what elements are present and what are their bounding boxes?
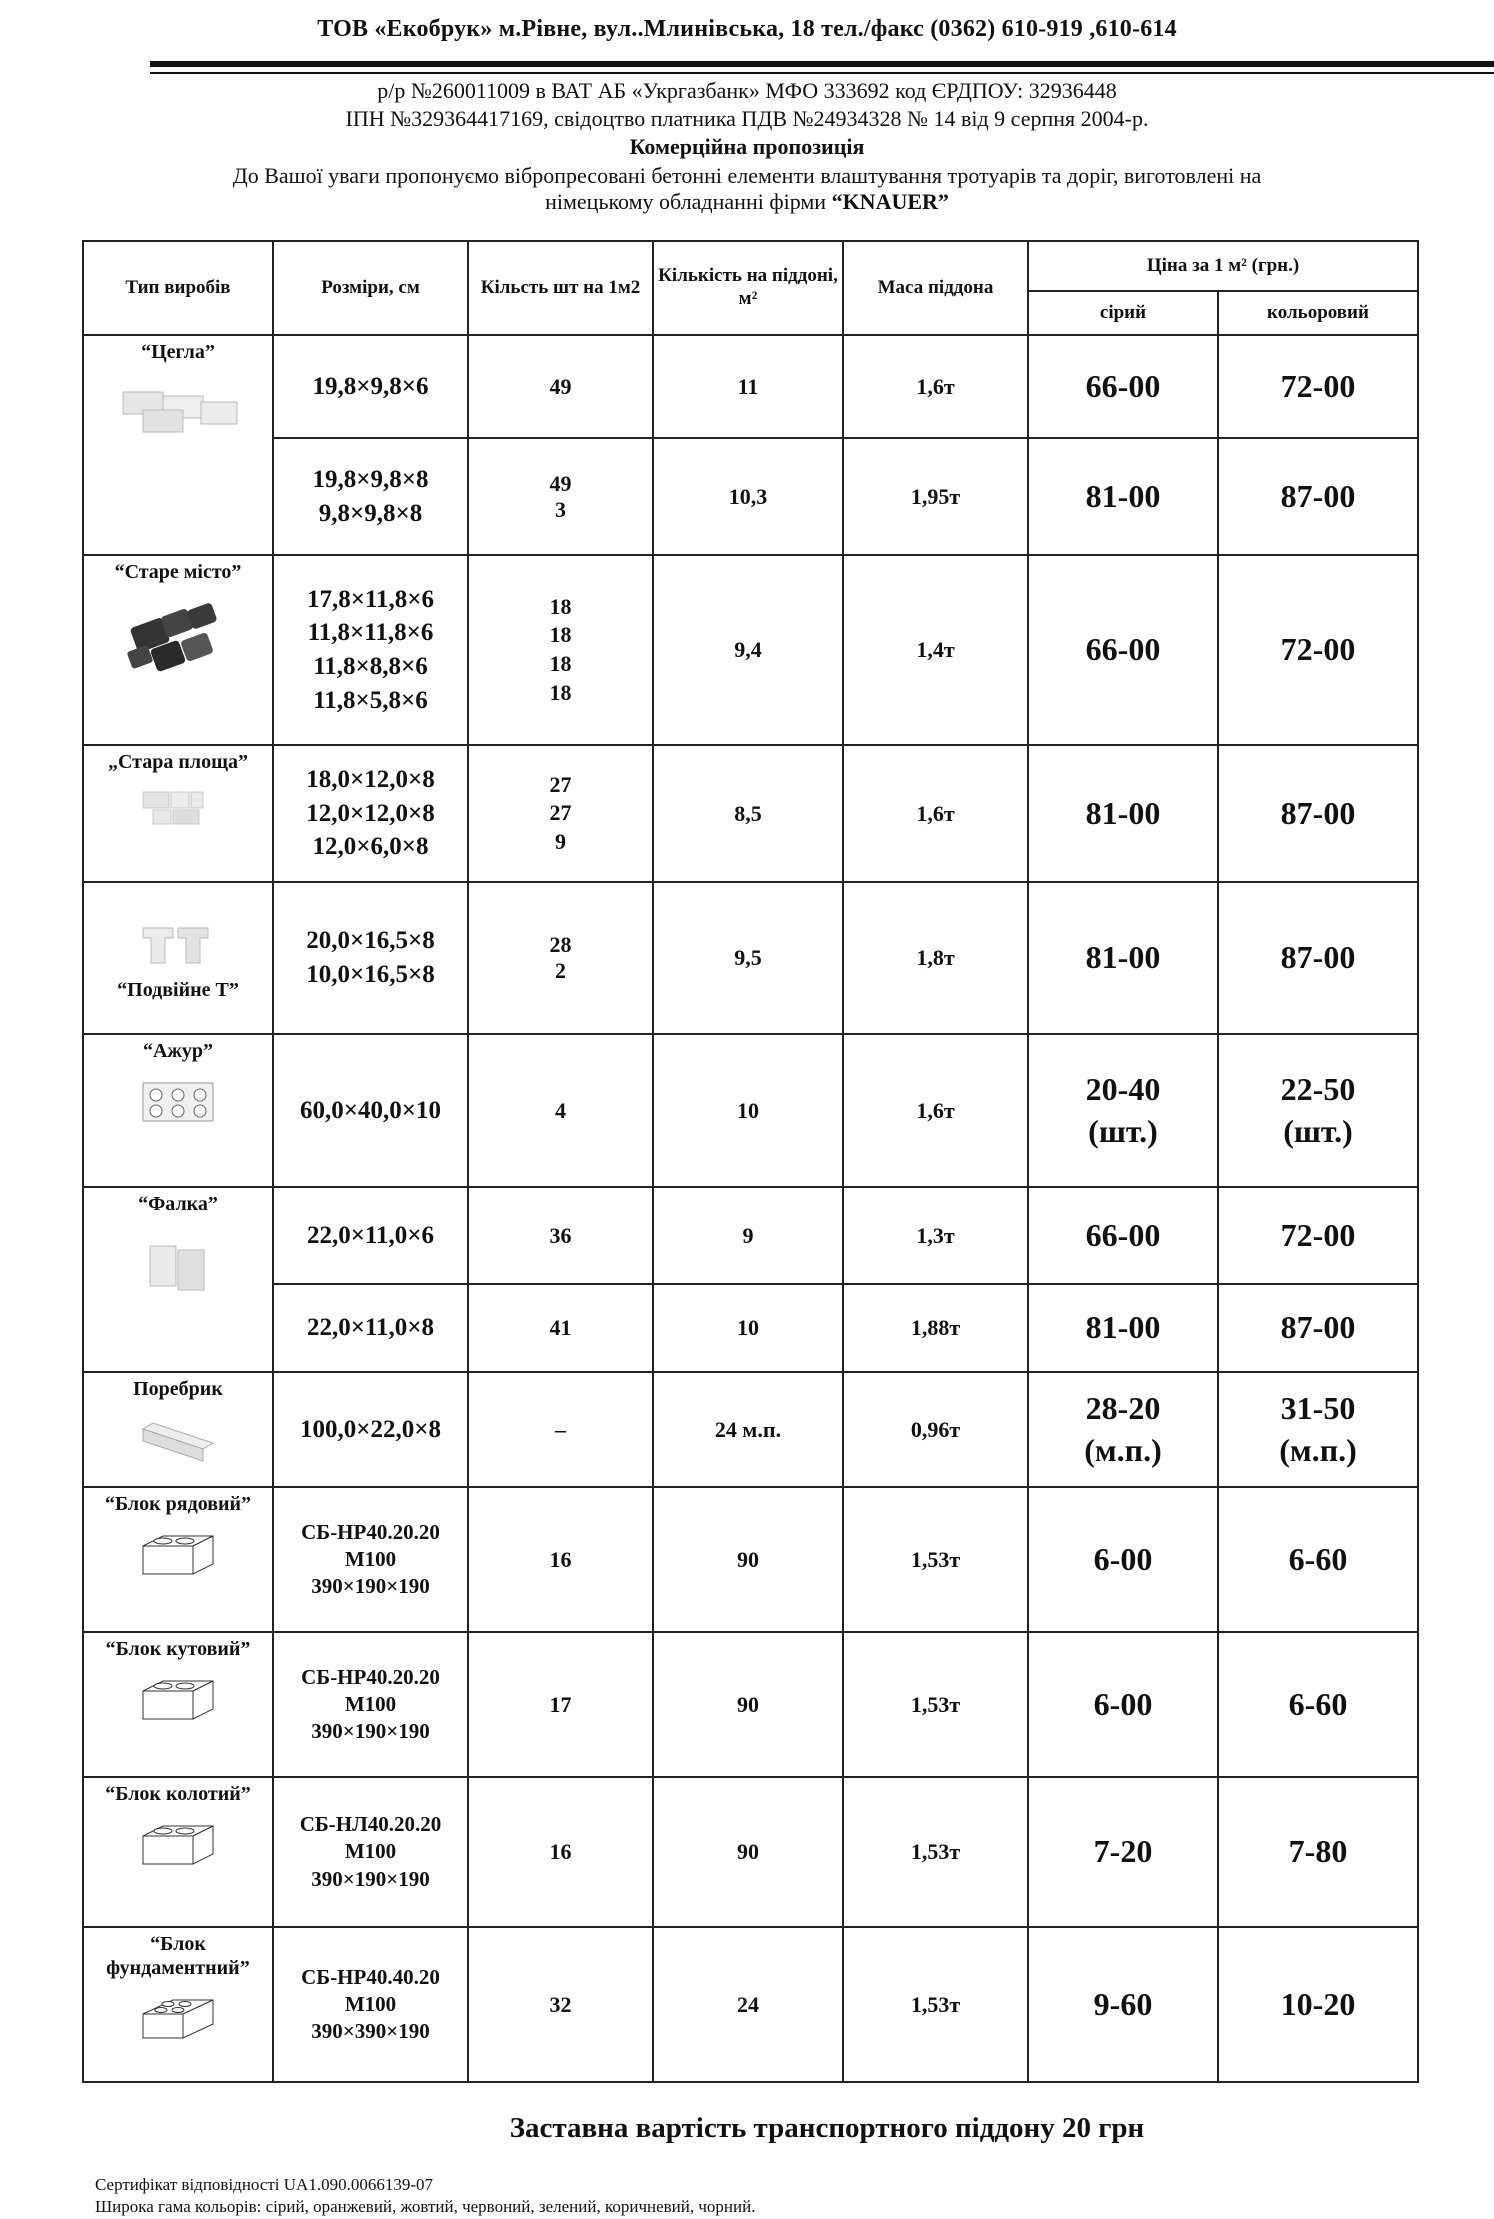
header-size: Розміри, см	[273, 241, 468, 335]
hollow-block-image	[123, 1524, 233, 1584]
price-color: 6-60	[1218, 1632, 1418, 1777]
intro-line2-prefix: німецькому обладнанні фірми	[545, 189, 832, 214]
price-grey: 66-00	[1028, 1187, 1218, 1284]
price-color: 10-20	[1218, 1927, 1418, 2082]
price-color: 72-00	[1218, 555, 1418, 745]
per-m2-cell: 49 3	[468, 438, 653, 555]
mass-cell: 1,3т	[843, 1187, 1028, 1284]
per-m2-cell: 18 18 18 18	[468, 555, 653, 745]
pallet-deposit-note: Заставна вартість транспортного піддону 20 грн	[509, 2112, 1145, 2144]
header-per-pallet: Кількість на піддоні, м²	[653, 241, 843, 335]
per-pallet-cell: 10	[653, 1034, 843, 1187]
price-color: 22-50 (шт.)	[1218, 1034, 1418, 1187]
size-cell: 22,0×11,0×6	[273, 1187, 468, 1284]
mass-cell: 1,6т	[843, 745, 1028, 882]
product-type-cell	[83, 1187, 273, 1372]
price-color: 72-00	[1218, 335, 1418, 438]
colors-note: Широка гама кольорів: сірий, оранжевий, жовтий, червоний, зелений, коричневий, чорний.	[95, 2197, 756, 2216]
per-m2-cell: 41	[468, 1284, 653, 1372]
mass-cell: 1,53т	[843, 1632, 1028, 1777]
price-color: 87-00	[1218, 745, 1418, 882]
per-pallet-cell: 90	[653, 1632, 843, 1777]
price-grey: 28-20 (м.п.)	[1028, 1372, 1218, 1487]
header-mass: Маса піддона	[843, 241, 1028, 335]
size-cell: 60,0×40,0×10	[273, 1034, 468, 1187]
product-type-cell	[83, 1372, 273, 1487]
product-type-cell	[83, 1487, 273, 1632]
size-cell: СБ-НР40.40.20 М100 390×390×190	[273, 1927, 468, 2082]
size-cell: 100,0×22,0×8	[273, 1372, 468, 1487]
product-type: “Фалка”	[138, 1193, 218, 1215]
price-table	[82, 240, 1419, 2083]
per-pallet-cell: 90	[653, 1487, 843, 1632]
price-grey: 66-00	[1028, 555, 1218, 745]
old-square-paver-image	[123, 782, 233, 832]
price-grey: 7-20	[1028, 1777, 1218, 1927]
product-type: “Подвійне Т”	[117, 979, 239, 1001]
product-type: “Блок кутовий”	[105, 1638, 251, 1660]
curb-image	[123, 1409, 233, 1469]
company-header: ТОВ «Екобрук» м.Рівне, вул..Млинівська, 18 тел./факс (0362) 610-919 ,610-614	[317, 16, 1177, 42]
lattice-paver-image	[128, 1071, 228, 1131]
intro-line1: До Вашої уваги пропонуємо вібропресовані бетонні елементи влаштування тротуарів та доріг, виготовлені на	[232, 163, 1262, 188]
product-type: “Блок фундаментний”	[106, 1933, 250, 1979]
price-color: 87-00	[1218, 882, 1418, 1034]
certificate-note: Сертифікат відповідності UA1.090.0066139-07	[95, 2175, 433, 2194]
bank-details-line1: р/р №260011009 в ВАТ АБ «Укргазбанк» МФО 333692 код ЄРДПОУ: 32936448	[377, 78, 1117, 103]
size-cell: 20,0×16,5×8 10,0×16,5×8	[273, 882, 468, 1034]
header-per-m2: Кільсть шт на 1м2	[468, 241, 653, 335]
per-pallet-cell: 9,5	[653, 882, 843, 1034]
price-grey: 20-40 (шт.)	[1028, 1034, 1218, 1187]
per-pallet-cell: 90	[653, 1777, 843, 1927]
product-type-cell	[83, 882, 273, 1034]
price-grey: 81-00	[1028, 882, 1218, 1034]
hollow-block-image	[123, 1669, 233, 1729]
per-pallet-cell: 8,5	[653, 745, 843, 882]
per-m2-cell: 32	[468, 1927, 653, 2082]
size-cell: 19,8×9,8×8 9,8×9,8×8	[273, 438, 468, 555]
header-type: Тип виробів	[83, 241, 273, 335]
product-type-cell	[83, 745, 273, 882]
per-m2-cell: 27 27 9	[468, 745, 653, 882]
product-type-cell	[83, 335, 273, 555]
mass-cell: 0,96т	[843, 1372, 1028, 1487]
size-cell: 22,0×11,0×8	[273, 1284, 468, 1372]
per-pallet-cell: 24 м.п.	[653, 1372, 843, 1487]
product-type: “Ажур”	[142, 1040, 214, 1062]
price-grey: 6-00	[1028, 1632, 1218, 1777]
per-m2-cell: 17	[468, 1632, 653, 1777]
product-type-cell	[83, 1632, 273, 1777]
price-grey: 66-00	[1028, 335, 1218, 438]
product-type: “Блок колотий”	[105, 1783, 251, 1805]
header-rule-thick	[150, 61, 1494, 67]
intro-line2	[0, 189, 1494, 215]
size-cell: 17,8×11,8×6 11,8×11,8×6 11,8×8,8×6 11,8×5,8×6	[273, 555, 468, 745]
product-type-cell	[83, 1034, 273, 1187]
mass-cell: 1,53т	[843, 1927, 1028, 2082]
hollow-block-image	[123, 1988, 233, 2048]
header-price: Ціна за 1 м² (грн.)	[1028, 241, 1418, 291]
price-grey: 9-60	[1028, 1927, 1218, 2082]
product-type: “Старе місто”	[114, 561, 242, 583]
size-cell: СБ-НР40.20.20 М100 390×190×190	[273, 1632, 468, 1777]
price-color: 6-60	[1218, 1487, 1418, 1632]
product-type-cell	[83, 1777, 273, 1927]
price-color: 87-00	[1218, 1284, 1418, 1372]
per-pallet-cell: 24	[653, 1927, 843, 2082]
product-type: Поребрик	[133, 1378, 223, 1400]
mass-cell: 1,95т	[843, 438, 1028, 555]
mass-cell: 1,6т	[843, 1034, 1028, 1187]
per-m2-cell: 36	[468, 1187, 653, 1284]
mass-cell: 1,4т	[843, 555, 1028, 745]
falka-paver-image	[128, 1236, 228, 1296]
size-cell: 18,0×12,0×8 12,0×12,0×8 12,0×6,0×8	[273, 745, 468, 882]
bank-details-line2: ІПН №329364417169, свідоцтво платника ПДВ №24934328 № 14 від 9 серпня 2004-р.	[345, 106, 1149, 131]
price-color: 31-50 (м.п.)	[1218, 1372, 1418, 1487]
price-grey: 6-00	[1028, 1487, 1218, 1632]
product-type: „Стара площа”	[108, 751, 248, 773]
header-color: кольоровий	[1218, 291, 1418, 335]
mass-cell: 1,88т	[843, 1284, 1028, 1372]
per-pallet-cell: 10	[653, 1284, 843, 1372]
mass-cell: 1,8т	[843, 882, 1028, 1034]
mass-cell: 1,53т	[843, 1487, 1028, 1632]
product-type-cell	[83, 1927, 273, 2082]
per-m2-cell: 49	[468, 335, 653, 438]
brand-name: “KNAUER”	[831, 189, 949, 214]
per-m2-cell: –	[468, 1372, 653, 1487]
per-m2-cell: 16	[468, 1487, 653, 1632]
size-cell: 19,8×9,8×6	[273, 335, 468, 438]
product-type-cell	[83, 555, 273, 745]
size-cell: СБ-НР40.20.20 М100 390×190×190	[273, 1487, 468, 1632]
hollow-block-image	[123, 1814, 233, 1874]
size-cell: СБ-НЛ40.20.20 М100 390×190×190	[273, 1777, 468, 1927]
header-grey: сірий	[1028, 291, 1218, 335]
price-color: 72-00	[1218, 1187, 1418, 1284]
price-grey: 81-00	[1028, 745, 1218, 882]
price-grey: 81-00	[1028, 1284, 1218, 1372]
per-pallet-cell: 9	[653, 1187, 843, 1284]
per-pallet-cell: 9,4	[653, 555, 843, 745]
per-m2-cell: 16	[468, 1777, 653, 1927]
per-m2-cell: 4	[468, 1034, 653, 1187]
per-m2-cell: 28 2	[468, 882, 653, 1034]
mass-cell: 1,6т	[843, 335, 1028, 438]
offer-title: Комерційна пропозиція	[629, 134, 865, 159]
per-pallet-cell: 10,3	[653, 438, 843, 555]
header-rule-thin	[150, 72, 1494, 74]
mass-cell: 1,53т	[843, 1777, 1028, 1927]
double-t-paver-image	[123, 918, 233, 968]
product-type: “Блок рядовий”	[104, 1493, 252, 1515]
old-town-paver-image	[113, 592, 243, 682]
brick-paver-image	[113, 372, 243, 442]
price-color: 87-00	[1218, 438, 1418, 555]
price-color: 7-80	[1218, 1777, 1418, 1927]
product-type: “Цегла”	[141, 341, 215, 363]
per-pallet-cell: 11	[653, 335, 843, 438]
price-grey: 81-00	[1028, 438, 1218, 555]
